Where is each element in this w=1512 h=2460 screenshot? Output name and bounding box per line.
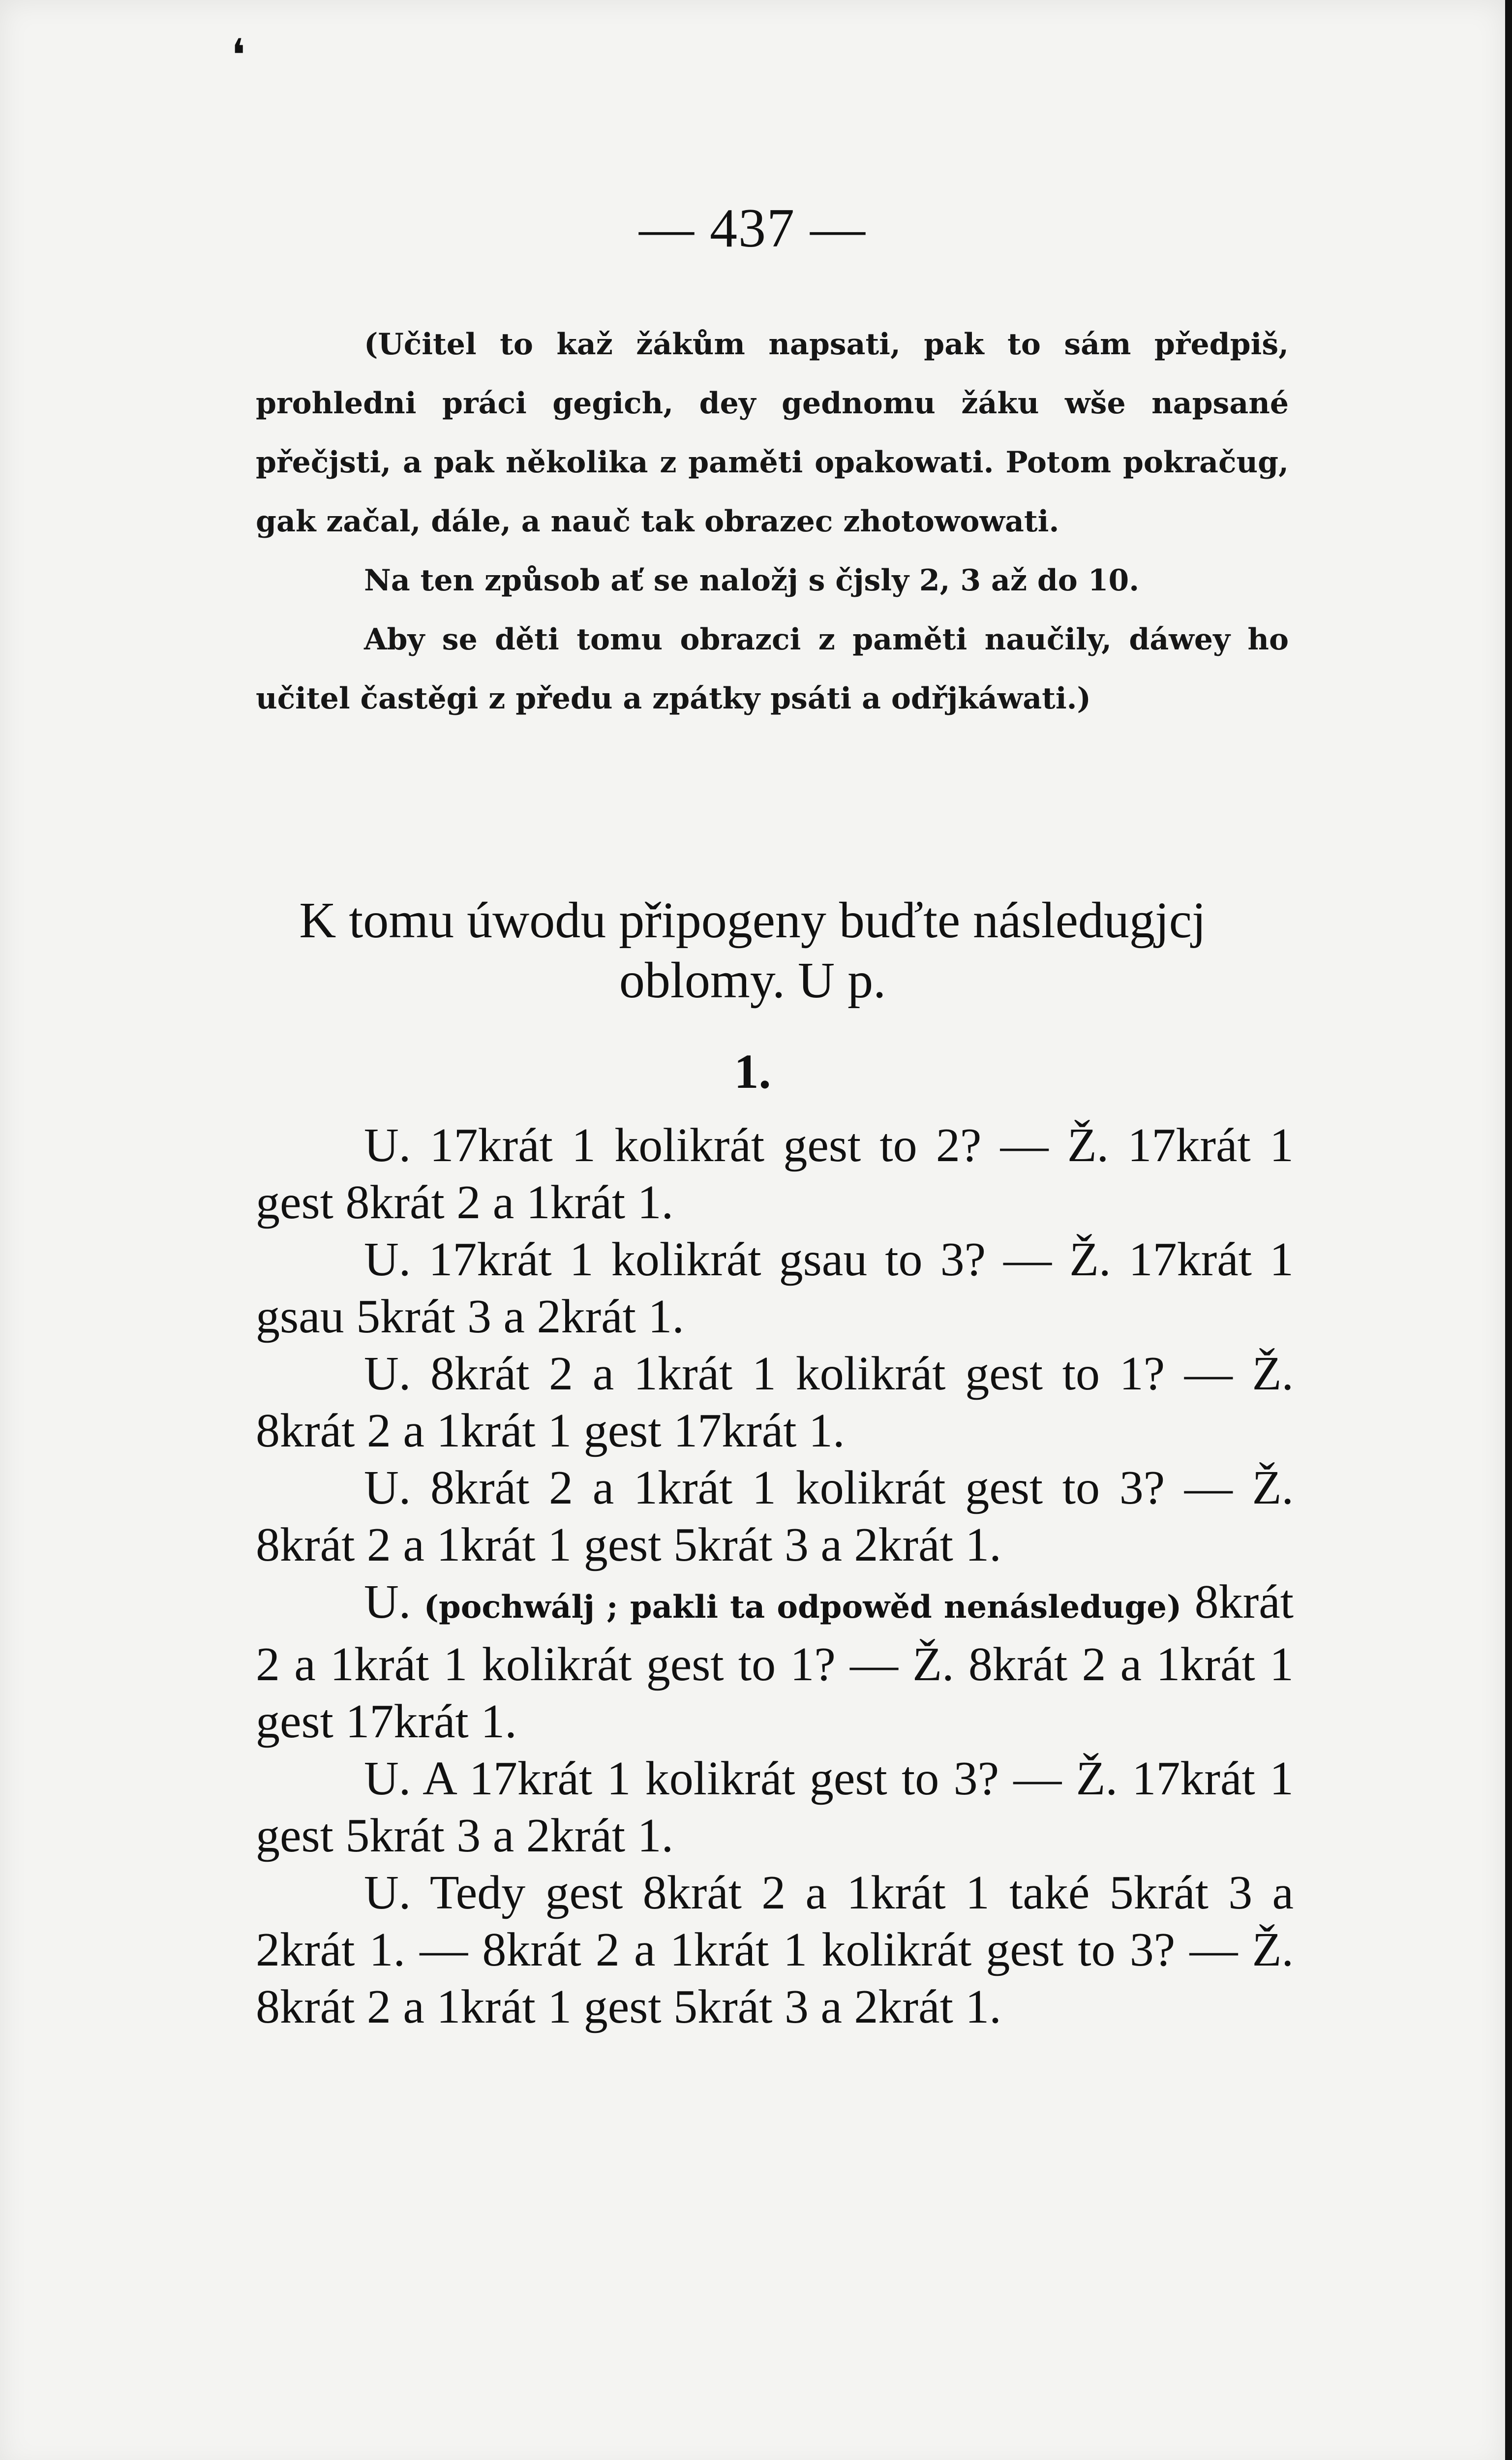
note-paragraph-2: Na ten způsob ať se naložj s čjsly 2, 3 až do 10. [364, 563, 1140, 598]
dialog-praise-aside: (pochwálj ; pakli ta odpowěd nenásleduge) [423, 1589, 1182, 1626]
dialog-praise-prefix: U. [364, 1575, 411, 1629]
dialog-text [256, 1117, 1294, 2035]
ink-speck: ❛ [231, 30, 246, 81]
example-number: 1. [734, 1044, 771, 1099]
dialog-praise-rest: 8krát 2 a 1krát 1 kolikrát gest to 1? — Ž. 8krát 2 a 1krát 1 gest 17krát 1. [256, 1575, 1294, 1748]
dialog-paragraph-3: U. 8krát 2 a 1krát 1 kolikrát gest to 1? — Ž. 8krát 2 a 1krát 1 gest 17krát 1. [256, 1347, 1294, 1457]
section-title-line-1: K tomu úwodu připogeny buďte následugjcj [299, 892, 1206, 949]
section-title-line-2: oblomy. U p. [619, 952, 886, 1009]
section-title [0, 891, 1505, 1011]
dialog-paragraph-7: U. Tedy gest 8krát 2 a 1krát 1 také 5krát 3 a 2krát 1. — 8krát 2 a 1krát 1 kolikrát gest to 3? — Ž. 8krát 2 a 1krát 1 gest 5krát 3 a 2krát 1. [256, 1866, 1294, 2033]
dialog-paragraph-4: U. 8krát 2 a 1krát 1 kolikrát gest to 3? — Ž. 8krát 2 a 1krát 1 gest 5krát 3 a 2krát 1. [256, 1461, 1294, 1571]
scan-edge-right [1505, 0, 1512, 2460]
page-number: — 437 — [639, 198, 866, 259]
dialog-paragraph-6: U. A 17krát 1 kolikrát gest to 3? — Ž. 17krát 1 gest 5krát 3 a 2krát 1. [256, 1752, 1294, 1862]
dialog-paragraph-5 [256, 1573, 1294, 1750]
dialog-paragraph-2: U. 17krát 1 kolikrát gsau to 3? — Ž. 17krát 1 gsau 5krát 3 a 2krát 1. [256, 1233, 1294, 1343]
note-paragraph-1: (Učitel to kaž žákům napsati, pak to sám předpiš, prohledni práci gegich, dey gednomu žáku wše napsané přečjsti, a pak několika z paměti opakowati. Potom pokračug, gak začal, dále, a nauč tak obrazec zhotowowati. [256, 327, 1289, 539]
note-paragraph-3: Aby se děti tomu obrazci z paměti naučily, dáwey ho učitel častěgi z předu a zpátky psáti a odřjkáwati.) [256, 622, 1289, 716]
teacher-note [256, 315, 1289, 728]
dialog-paragraph-1: U. 17krát 1 kolikrát gest to 2? — Ž. 17krát 1 gest 8krát 2 a 1krát 1. [256, 1119, 1294, 1229]
